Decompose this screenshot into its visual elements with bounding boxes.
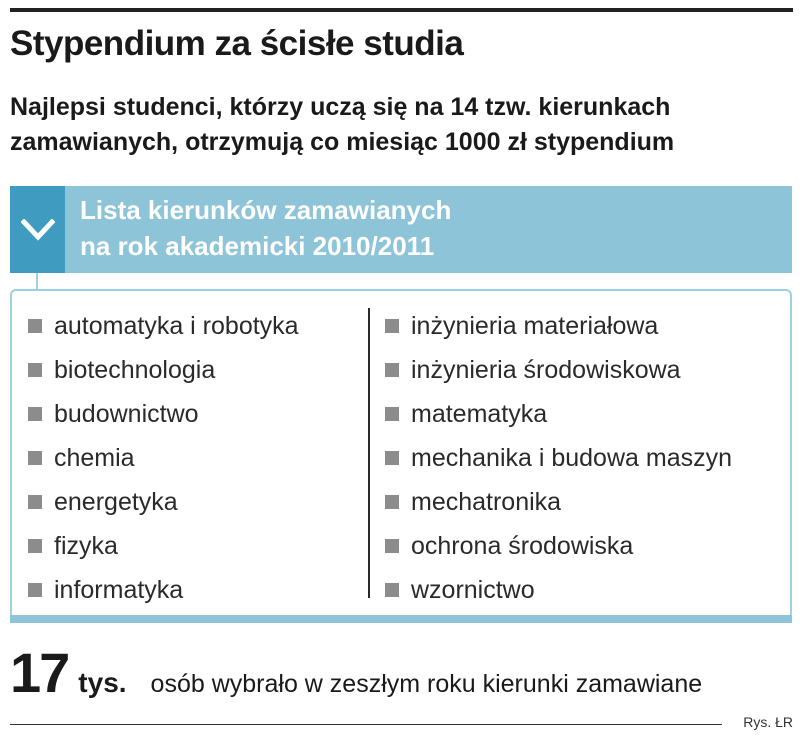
stat-unit: tys. (78, 667, 127, 698)
list-panel-title (80, 192, 780, 264)
list-panel-title-line2: na rok akademicki 2010/2011 (80, 231, 435, 261)
top-rule (10, 8, 793, 12)
square-bullet-icon (385, 407, 399, 421)
bottom-rule (10, 724, 722, 725)
list-item (28, 304, 299, 348)
square-bullet-icon (28, 539, 42, 553)
list-item (385, 524, 732, 568)
square-bullet-icon (28, 363, 42, 377)
list-item (385, 568, 732, 612)
square-bullet-icon (385, 319, 399, 333)
list-item-label: mechatronika (411, 487, 562, 516)
list-item-label: energetyka (54, 487, 178, 516)
square-bullet-icon (28, 451, 42, 465)
list-item-label: informatyka (54, 575, 184, 604)
square-bullet-icon (28, 407, 42, 421)
list-item-label: fizyka (54, 531, 118, 560)
list-item-label: biotechnologia (54, 355, 216, 384)
square-bullet-icon (28, 583, 42, 597)
square-bullet-icon (385, 451, 399, 465)
list-item-label: matematyka (411, 399, 548, 428)
list-item (385, 436, 732, 480)
square-bullet-icon (28, 319, 42, 333)
major-list-left (28, 304, 299, 612)
square-bullet-icon (385, 583, 399, 597)
stat-number: 17 (10, 641, 69, 704)
list-item (385, 348, 732, 392)
list-item (28, 348, 299, 392)
list-item-label: inżynieria materiałowa (411, 311, 659, 340)
list-item-label: chemia (54, 443, 135, 472)
page-subtitle: Najlepsi studenci, którzy uczą się na 14 tzw. kierunkach zamawianych, otrzymują co miesiąc 1000 zł stypendium (10, 93, 675, 156)
page-title: Stypendium za ścisłe studia (10, 24, 464, 63)
list-panel-footer-bar (10, 615, 792, 623)
stat-callout (10, 640, 702, 710)
square-bullet-icon (385, 539, 399, 553)
list-item (28, 480, 299, 524)
list-item-label: wzornictwo (411, 575, 535, 604)
image-credit: Rys. ŁR (743, 714, 793, 730)
list-item-label: inżynieria środowiskowa (411, 355, 681, 384)
list-item (28, 436, 299, 480)
list-item (28, 392, 299, 436)
stat-description: osób wybrało w zeszłym roku kierunki zamawiane (150, 670, 703, 698)
list-item-label: ochrona środowiska (411, 531, 634, 560)
major-list-right (385, 304, 732, 612)
list-item (28, 568, 299, 612)
panel-toggle-button[interactable] (10, 186, 65, 273)
list-item (385, 304, 732, 348)
list-item-label: automatyka i robotyka (54, 311, 299, 340)
list-item (28, 524, 299, 568)
square-bullet-icon (28, 495, 42, 509)
column-divider (368, 308, 370, 598)
list-item-label: mechanika i budowa maszyn (411, 443, 732, 472)
list-item (385, 480, 732, 524)
square-bullet-icon (385, 495, 399, 509)
chevron-down-icon (21, 219, 55, 241)
list-item-label: budownictwo (54, 399, 199, 428)
list-panel-title-line1: Lista kierunków zamawianych (80, 195, 452, 225)
list-item (385, 392, 732, 436)
square-bullet-icon (385, 363, 399, 377)
